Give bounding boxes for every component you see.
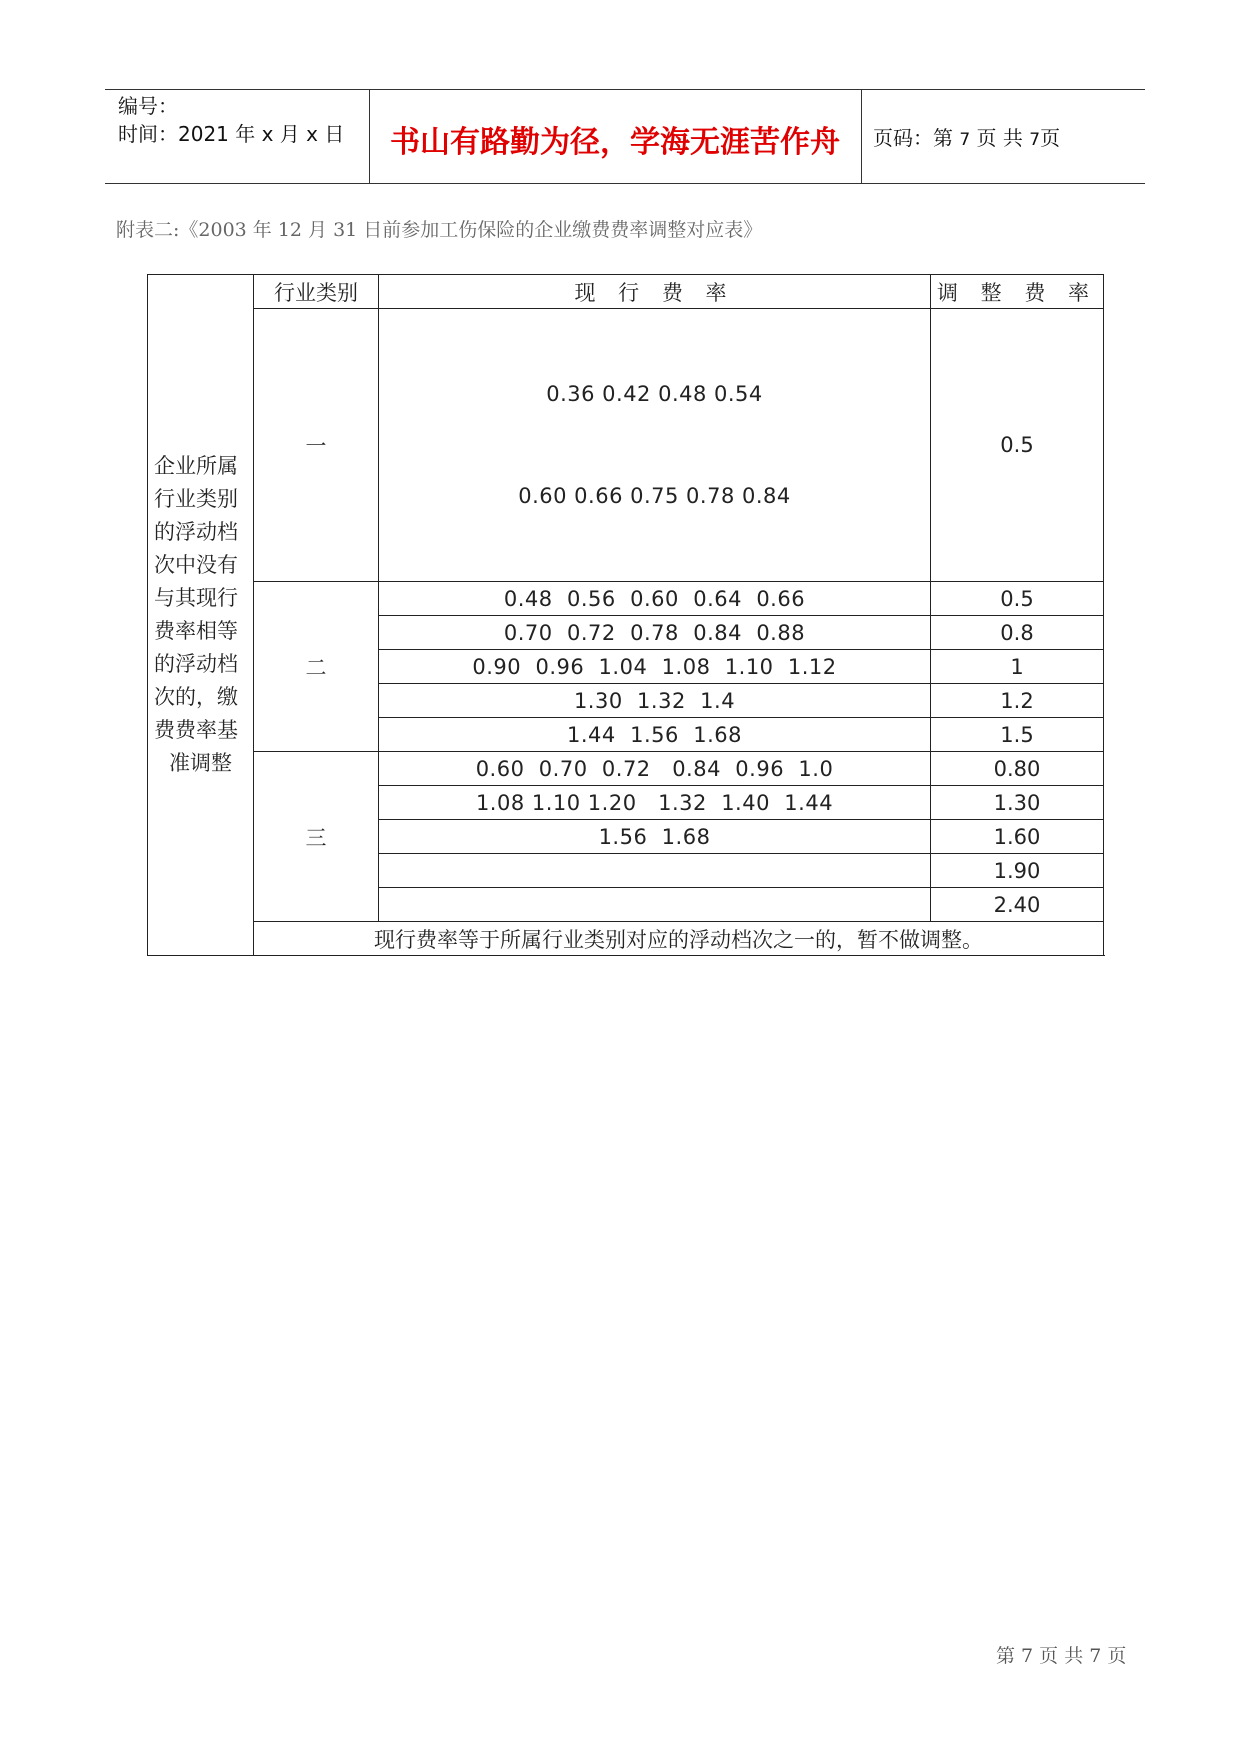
adjusted-rate: 0.5 (931, 582, 1104, 616)
current-rate-cell (379, 309, 931, 582)
rate-adjustment-table (147, 274, 1104, 956)
category-2: 二 (254, 582, 379, 752)
side-note-cell (148, 275, 254, 956)
current-rate-line: 0.60 0.66 0.75 0.78 0.84 (518, 484, 791, 508)
page-prefix: 页码：第 (873, 126, 953, 150)
header-bottom-rule (105, 183, 1145, 184)
table-footer-row (148, 922, 1104, 956)
page-total: 7 (1029, 130, 1041, 150)
adjusted-rate: 1.5 (931, 718, 1104, 752)
page-footer: 第 7 页 共 7 页 (996, 1645, 1127, 1667)
header-info (118, 92, 344, 148)
time-label: 时间：2021 年 x 月 x 日 (118, 122, 345, 146)
table-footer-note: 现行费率等于所属行业类别对应的浮动档次之一的，暂不做调整。 (254, 922, 1104, 956)
table-row (148, 582, 1104, 616)
current-rate: 0.48 0.56 0.60 0.64 0.66 (379, 582, 931, 616)
adjusted-rate: 0.80 (931, 752, 1104, 786)
current-rate: 1.30 1.32 1.4 (379, 684, 931, 718)
current-rate: 1.56 1.68 (379, 820, 931, 854)
current-rate: 0.70 0.72 0.78 0.84 0.88 (379, 616, 931, 650)
header-category: 行业类别 (254, 275, 379, 309)
table-caption: 附表二:《2003 年 12 月 31 日前参加工伤保险的企业缴费费率调整对应表》 (116, 219, 763, 241)
current-rate: 0.60 0.70 0.72 0.84 0.96 1.0 (379, 752, 931, 786)
adjusted-rate: 1 (931, 650, 1104, 684)
header-page-info (873, 122, 1060, 151)
adjusted-rate: 1.60 (931, 820, 1104, 854)
current-rate (379, 888, 931, 922)
side-note: 企业所属行业类别的浮动档次中没有与其现行费率相等的浮动档次的，缴费费率基准调整 (154, 454, 238, 775)
table-row (148, 752, 1104, 786)
table-row (148, 309, 1104, 582)
header-adjusted-rate: 调 整 费 率 (931, 275, 1104, 309)
header-motto: 书山有路勤为径，学海无涯苦作舟 (390, 125, 840, 160)
adjusted-rate: 1.2 (931, 684, 1104, 718)
category-1: 一 (254, 309, 379, 582)
adjusted-rate: 0.8 (931, 616, 1104, 650)
page-suffix: 页 (1040, 126, 1061, 150)
category-3: 三 (254, 752, 379, 922)
current-rate-line: 0.36 0.42 0.48 0.54 (546, 382, 763, 406)
current-rate: 0.90 0.96 1.04 1.08 1.10 1.12 (379, 650, 931, 684)
header-current-rate: 现 行 费 率 (379, 275, 931, 309)
adjusted-rate: 2.40 (931, 888, 1104, 922)
page-current: 7 (959, 130, 971, 150)
current-rate: 1.08 1.10 1.20 1.32 1.40 1.44 (379, 786, 931, 820)
page-middle: 页 共 (976, 126, 1023, 150)
number-label: 编号： (118, 94, 178, 118)
adjusted-rate: 1.30 (931, 786, 1104, 820)
header-divider-right (861, 89, 862, 183)
adjusted-rate: 1.90 (931, 854, 1104, 888)
current-rate: 1.44 1.56 1.68 (379, 718, 931, 752)
current-rate (379, 854, 931, 888)
header-top-rule (105, 89, 1145, 90)
adjusted-rate: 0.5 (931, 309, 1104, 582)
